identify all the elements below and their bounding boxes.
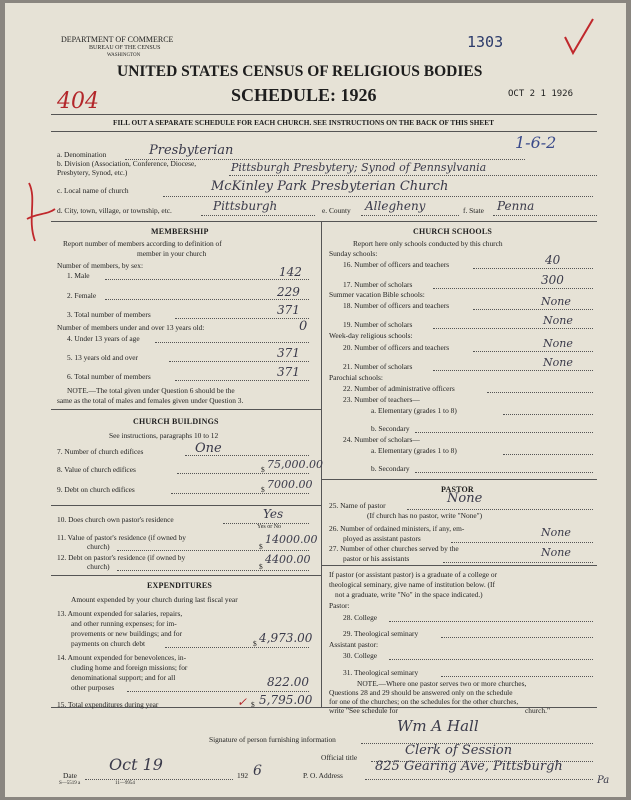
q14-line: 14. Amount expended for benevolences, in- (57, 653, 187, 662)
q29-label: 29. Theological seminary (343, 629, 419, 638)
division-label: b. Division (Association, Conference, Diocese, Presbytery, Synod, etc.) (57, 159, 197, 177)
q22-label: 22. Number of administrative officers (343, 384, 455, 393)
q12-value: 4400.00 (265, 553, 311, 566)
denomination-value: Presbyterian (149, 143, 234, 158)
q20-label: 20. Number of officers and teachers (343, 343, 450, 352)
q3-label: 3. Total number of members (67, 310, 151, 319)
pastor-footnote-5: church." (525, 706, 550, 715)
q25-value: None (447, 491, 483, 506)
q13-label (57, 609, 182, 649)
q23b-label: b. Secondary (371, 424, 410, 433)
q28-label: 28. College (343, 613, 378, 622)
q19-value: None (543, 314, 573, 327)
q3-value: 371 (277, 303, 300, 317)
q13-line: payments on church debt (71, 639, 146, 648)
q31-label: 31. Theological seminary (343, 668, 419, 677)
q2-label: 2. Female (67, 291, 97, 300)
q7-label: 7. Number of church edifices (57, 447, 144, 456)
q19-label: 19. Number of scholars (343, 320, 413, 329)
signature-label: Signature of person furnishing information (209, 735, 336, 744)
county-value: Allegheny (365, 199, 426, 213)
margin-code: 1-6-2 (515, 133, 557, 152)
membership-title: MEMBERSHIP (151, 227, 209, 236)
membership-note-2: member in your church (137, 249, 207, 258)
q14-label (57, 653, 187, 693)
year-suffix: 6 (253, 763, 262, 779)
expenditures-sub: Amount expended by your church during last fiscal year (71, 595, 238, 604)
buildings-sub: See instructions, paragraphs 10 to 12 (109, 431, 219, 440)
date-value: Oct 19 (109, 755, 163, 774)
buildings-title: CHURCH BUILDINGS (133, 417, 219, 426)
official-title-label: Official title (321, 753, 358, 762)
q23-label: 23. Number of teachers— (343, 395, 420, 404)
pastor-footnote-4: write "See schedule for (329, 706, 398, 715)
division-value: Pittsburgh Presbytery; Synod of Pennsylvania (231, 161, 487, 174)
q26-label-2: ployed as assistant pastors (343, 534, 421, 543)
q10-value: Yes (263, 507, 284, 521)
q16-label: 16. Number of officers and teachers (343, 260, 450, 269)
q5-label: 5. 13 years old and over (67, 353, 139, 362)
q15-value: 5,795.00 (259, 693, 313, 707)
sunday-label: Sunday schools: (329, 249, 378, 258)
red-margin-mark-icon (23, 179, 59, 249)
bureau-name: BUREAU OF THE CENSUS (89, 45, 161, 51)
q13-line: provements or new buildings; and for (71, 629, 183, 638)
q26-label: 26. Number of ordained ministers, if any, em- (329, 524, 465, 533)
red-number: 404 (57, 89, 99, 114)
q5-value: 371 (277, 346, 300, 360)
schools-sub: Report here only schools conducted by this church (353, 239, 503, 248)
membership-footnote-2: same as the total of males and females given under Question 3. (57, 396, 244, 405)
assistant-sub: Assistant pastor: (329, 640, 379, 649)
po-address-label: P. O. Address (303, 771, 343, 780)
q8-value: 75,000.00 (267, 458, 323, 471)
bureau-city: WASHINGTON (107, 53, 141, 58)
q1-value: 142 (279, 265, 302, 279)
q14-line: denominational support; and for all (71, 673, 176, 682)
q24-label: 24. Number of scholars— (343, 435, 420, 444)
q14-line: other purposes (71, 683, 115, 692)
vacation-label: Summer vacation Bible schools: (329, 290, 425, 299)
schedule-title: SCHEDULE: 1926 (231, 85, 377, 105)
official-title-value: Clerk of Session (405, 743, 513, 758)
dept-name: DEPARTMENT OF COMMERCE (61, 35, 174, 44)
date-stamp: OCT 2 1 1926 (508, 89, 574, 99)
weekday-label: Week-day religious schools: (329, 331, 413, 340)
county-label: e. County (322, 206, 351, 215)
pastor-footnote: NOTE.—Where one pastor serves two or more churches, (357, 679, 527, 688)
q16-value: 40 (545, 253, 561, 267)
pastor-footnote-2: Questions 28 and 29 should be answered only on the schedule (329, 688, 513, 697)
members-by-age: Number of members under and over 13 years old: (57, 323, 205, 332)
q27-label: 27. Number of other churches served by the (329, 544, 459, 553)
expenditures-title: EXPENDITURES (147, 581, 213, 590)
q17-label: 17. Number of scholars (343, 280, 413, 289)
q11-label: 11. Value of pastor's residence (if owned by (57, 533, 186, 542)
q8-label: 8. Value of church edifices (57, 465, 136, 474)
q10-label: 10. Does church own pastor's residence (57, 515, 174, 524)
q24a-label: a. Elementary (grades 1 to 8) (371, 446, 457, 455)
pastor-title: PASTOR (441, 485, 474, 494)
red-check-icon (561, 15, 597, 59)
q15-dollar: $ (251, 700, 255, 709)
q23a-label: a. Elementary (grades 1 to 8) (371, 406, 457, 415)
q21-label: 21. Number of scholars (343, 362, 413, 371)
parochial-label: Parochial schools: (329, 373, 383, 382)
q1-label: 1. Male (67, 271, 90, 280)
church-name-value: McKinley Park Presbyterian Church (211, 179, 449, 194)
members-by-sex: Number of members, by sex: (57, 261, 143, 270)
q15-label: 15. Total expenditures during year (57, 700, 159, 709)
q11-dollar: $ (259, 542, 263, 551)
q13-value: 4,973.00 (259, 631, 313, 645)
grad-note: If pastor (or assistant pastor) is a graduate of a college or (329, 570, 498, 579)
q25-label: 25. Name of pastor (329, 501, 386, 510)
q4-label: 4. Under 13 years of age (67, 334, 140, 343)
year-prefix: 192 (237, 771, 249, 780)
q25-note: (If church has no pastor, write "None") (367, 511, 483, 520)
census-schedule-page (5, 3, 626, 797)
q8-dollar: $ (261, 465, 265, 474)
q9-value: 7000.00 (267, 478, 313, 491)
church-name-label: c. Local name of church (57, 186, 129, 195)
q20-value: None (543, 337, 573, 350)
red-check-small: ✓ (237, 695, 248, 709)
q11-label-2: church) (87, 542, 110, 551)
instruction-line: FILL OUT A SEPARATE SCHEDULE FOR EACH CHURCH. SEE INSTRUCTIONS ON THE BACK OF THIS SHEET (113, 118, 495, 127)
q4-value: 0 (299, 319, 308, 334)
city-value: Pittsburgh (213, 199, 278, 213)
yes-or-no: Yes or No (257, 524, 282, 530)
q12-label: 12. Debt on pastor's residence (if owned by (57, 553, 186, 562)
state-value: Penna (497, 199, 535, 213)
q18-label: 18. Number of officers and teachers (343, 301, 450, 310)
q9-label: 9. Debt on church edifices (57, 485, 135, 494)
q13-line: 13. Amount expended for salaries, repairs, (57, 609, 183, 618)
q6-value: 371 (277, 365, 300, 379)
stamp-number: 1303 (467, 33, 504, 51)
signature-value: Wm A Hall (397, 717, 479, 735)
q30-label: 30. College (343, 651, 378, 660)
grad-note-3: not a graduate, write "No" in the space indicated.) (335, 590, 483, 599)
q21-value: None (543, 356, 573, 369)
q7-value: One (195, 441, 222, 456)
q2-value: 229 (277, 285, 300, 299)
q17-value: 300 (541, 273, 564, 287)
po-address-value: 825 Gearing Ave, Pittsburgh (375, 759, 563, 774)
q13-dollar: $ (253, 639, 257, 648)
q27-value: None (541, 546, 571, 559)
q27-label-2: pastor or his assistants (343, 554, 410, 563)
q18-value: None (541, 295, 571, 308)
membership-footnote: NOTE.—The total given under Question 6 should be the (67, 386, 235, 395)
q11-value: 14000.00 (265, 533, 318, 546)
membership-note: Report number of members according to definition of (63, 239, 222, 248)
po-address-tail: Pa (597, 775, 610, 786)
q14-value: 822.00 (267, 675, 309, 689)
q12-dollar: $ (259, 562, 263, 571)
q6-label: 6. Total number of members (67, 372, 151, 381)
q26-value: None (541, 526, 571, 539)
grad-note-2: theological seminary, give name of institution below. (If (329, 580, 495, 589)
state-label: f. State (463, 206, 484, 215)
pastor-sub: Pastor: (329, 601, 350, 610)
city-label: d. City, town, village, or township, etc. (57, 206, 172, 215)
q12-label-2: church) (87, 562, 110, 571)
q9-dollar: $ (261, 485, 265, 494)
q24b-label: b. Secondary (371, 464, 410, 473)
schools-title: CHURCH SCHOOLS (413, 227, 493, 236)
page-title: UNITED STATES CENSUS OF RELIGIOUS BODIES (117, 63, 483, 80)
q13-line: and other running expenses; for im- (71, 619, 177, 628)
denomination-label: a. Denomination (57, 150, 107, 159)
pastor-footnote-3: for one of the churches; on the schedules for the other churches, (329, 697, 519, 706)
form-number: S—5519 a (59, 781, 81, 786)
date-label: Date (63, 771, 77, 780)
q14-line: cluding home and foreign missions; for (71, 663, 188, 672)
print-number: 11—9954 (115, 781, 135, 786)
